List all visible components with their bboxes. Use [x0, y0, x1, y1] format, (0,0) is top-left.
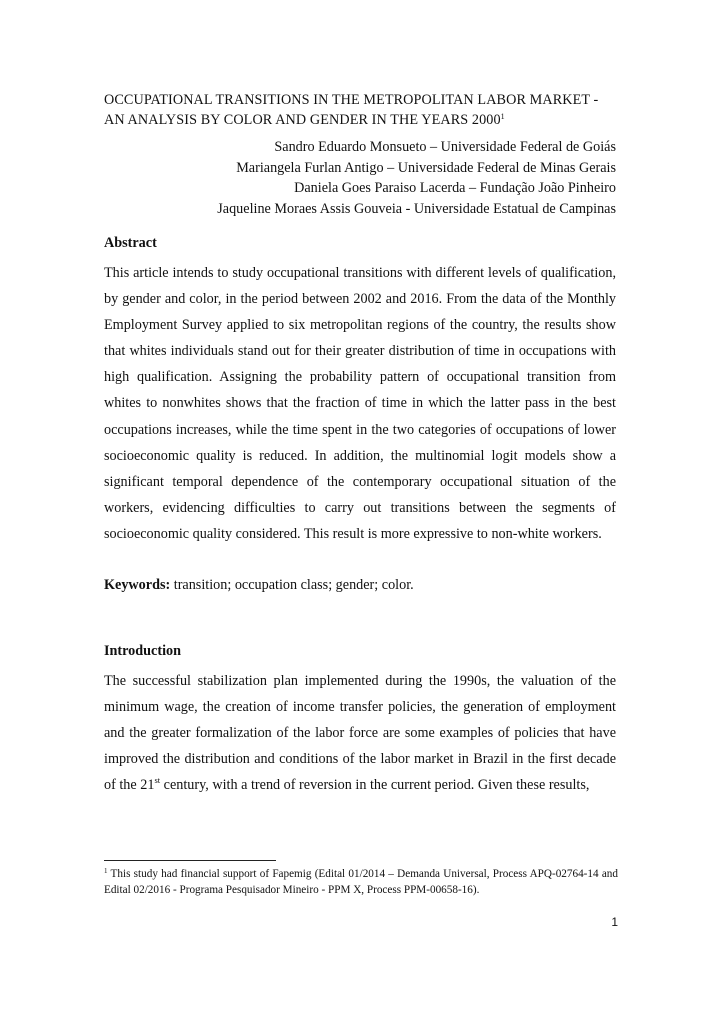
footnote-text: This study had financial support of Fapemig (Edital 01/2014 – Demanda Universal, Process APQ-02764-14 and Edital 02/2016 - Programa Pesquisador Mineiro - PPM X, Process PPM-00658-16).	[104, 868, 618, 896]
author-2: Mariangela Furlan Antigo – Universidade Federal de Minas Gerais	[236, 159, 616, 176]
page-number: 1	[611, 915, 618, 929]
introduction-text	[104, 668, 616, 798]
keywords-label: Keywords:	[104, 577, 171, 593]
abstract-text: This article intends to study occupational transitions with different levels of qualification, by gender and color, in the period between 2002 and 2016. From the data of the Monthly Employment Survey applied to six metropolitan regions of the country, the results show that whites individuals stand out for their greater distribution of time in occupations with high qualification. Assigning the probability pattern of occupational transition from whites to nonwhites shows that the fraction of time in which the latter pass in the best occupations increases, while the time spent in the two categories of occupations of lower socioeconomic quality is reduced. In addition, the multinomial logit models show a significant temporal dependence of the contemporary occupational situation of the workers, evidencing difficulties to carry out transitions between the segments of socioeconomic quality considered. This result is more expressive to non-white workers.	[104, 265, 616, 542]
author-1: Sandro Eduardo Monsueto – Universidade Federal de Goiás	[274, 139, 616, 155]
keywords-text: transition; occupation class; gender; color.	[170, 577, 414, 593]
ordinal-suffix: st	[154, 775, 161, 786]
footnote	[104, 866, 618, 898]
introduction-text-part-1: The successful stabilization plan implemented during the 1990s, the valuation of the minimum wage, the creation of income transfer policies, the generation of employment and the greater formalization of the labor force are some examples of policies that have improved the distribution and conditions of the labor market in Brazil in the first decade of the 21	[104, 673, 616, 794]
paper-title	[104, 90, 624, 130]
abstract-heading: Abstract	[104, 235, 157, 251]
author-4: Jaqueline Moraes Assis Gouveia - Universidade Estatual de Campinas	[217, 200, 616, 217]
keywords	[104, 577, 414, 594]
title-line-1: OCCUPATIONAL TRANSITIONS IN THE METROPOLITAN LABOR MARKET -	[104, 92, 599, 108]
introduction-heading: Introduction	[104, 643, 181, 659]
title-footnote-mark: 1	[500, 112, 505, 121]
author-3: Daniela Goes Paraiso Lacerda – Fundação João Pinheiro	[294, 180, 616, 196]
footnote-mark: 1	[104, 867, 108, 875]
author-list	[96, 137, 616, 219]
title-line-2-text: AN ANALYSIS BY COLOR AND GENDER IN THE YEARS 2000	[104, 112, 501, 128]
footnote-separator	[104, 860, 276, 861]
title-line-2	[104, 110, 624, 130]
introduction-text-part-2: century, with a trend of reversion in the current period. Given these results,	[160, 777, 590, 794]
